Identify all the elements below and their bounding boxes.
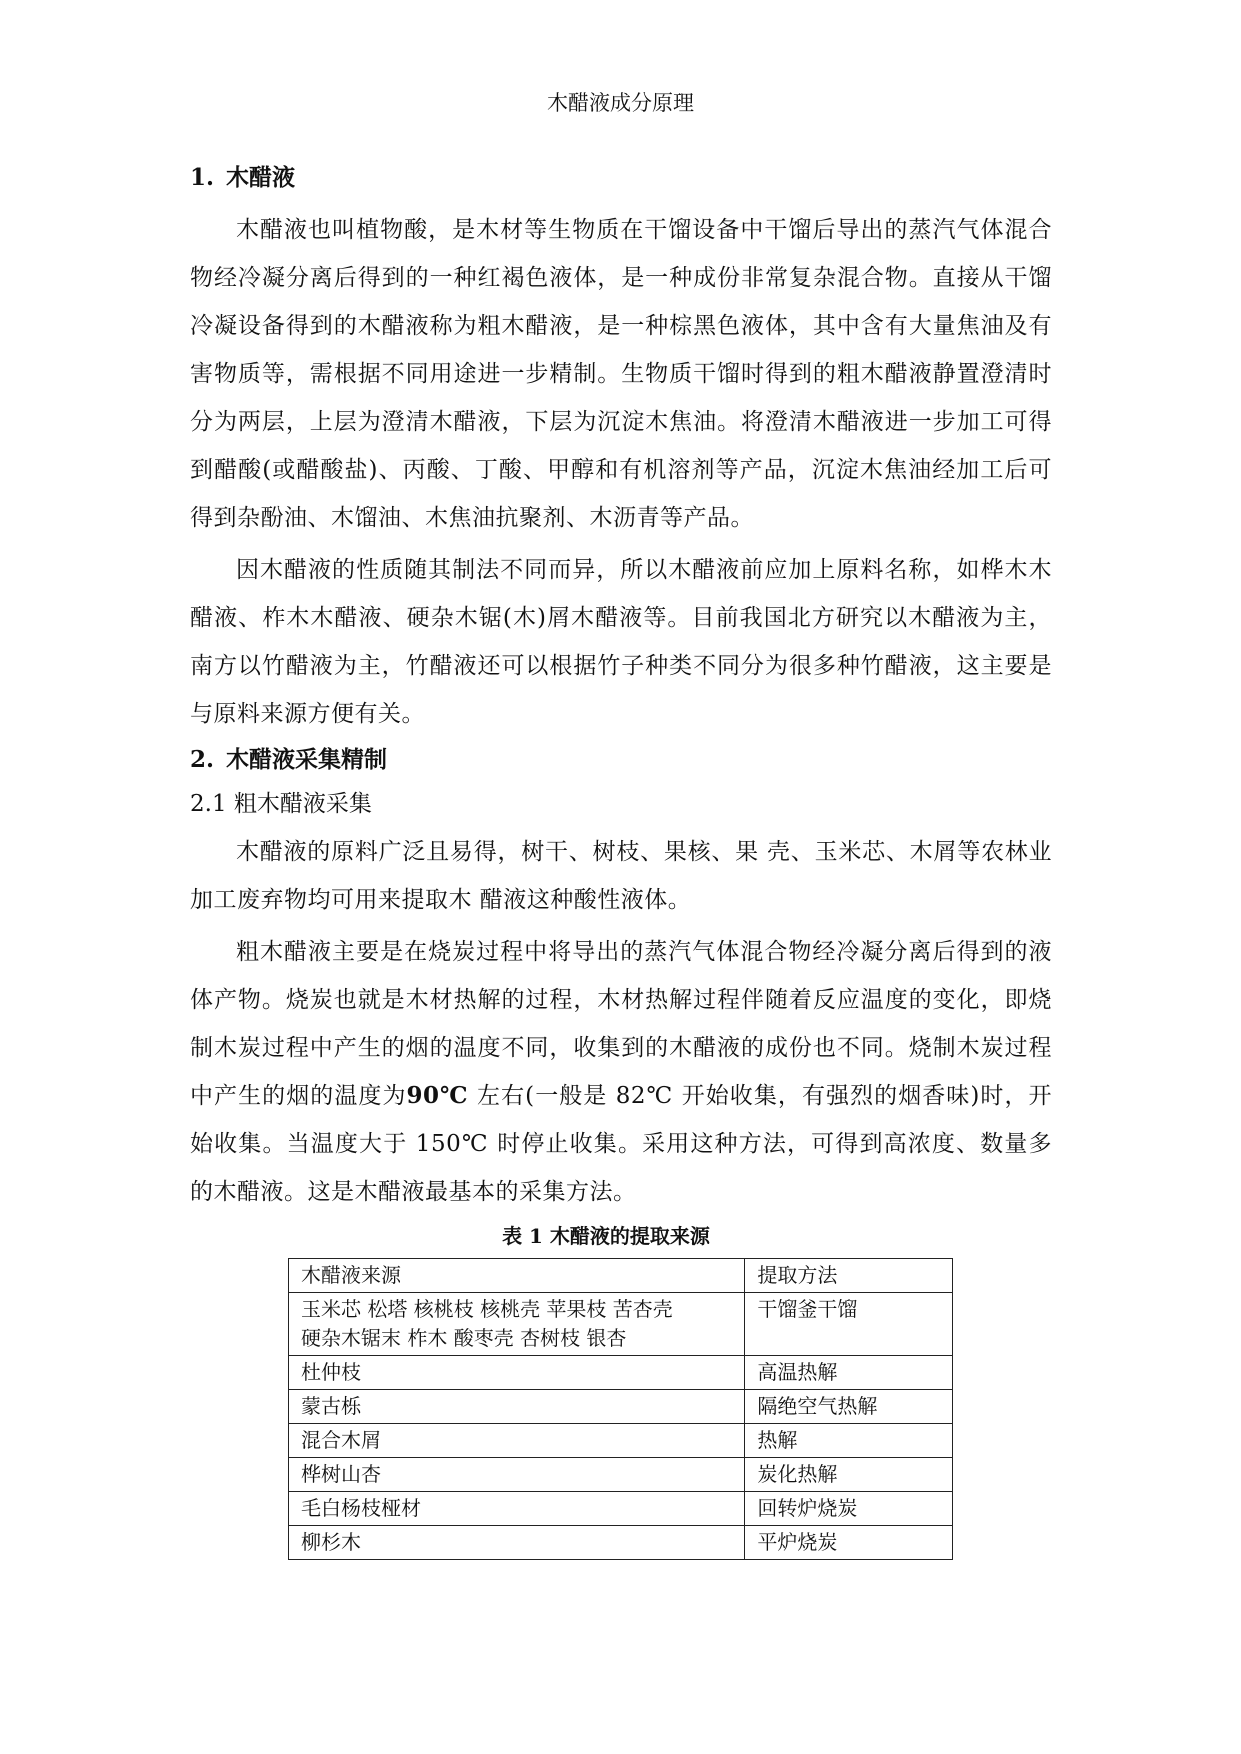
- paragraph: [190, 928, 1052, 1216]
- table-cell-source: 毛白杨枝桠材: [289, 1492, 745, 1526]
- table-cell-method: 炭化热解: [745, 1458, 953, 1492]
- table-cell-method: 热解: [745, 1424, 953, 1458]
- table-cell-source: 杜仲枝: [289, 1356, 745, 1390]
- paragraph: 木醋液也叫植物酸，是木材等生物质在干馏设备中干馏后导出的蒸汽气体混合物经冷凝分离后得到的一种红褐色液体，是一种成份非常复杂混合物。直接从干馏冷凝设备得到的木醋液称为粗木醋液，是一种棕黑色液体，其中含有大量焦油及有害物质等，需根据不同用途进一步精制。生物质干馏时得到的粗木醋液静置澄清时分为两层，上层为澄清木醋液，下层为沉淀木焦油。将澄清木醋液进一步加工可得到醋酸(或醋酸盐)、丙酸、丁酸、甲醇和有机溶剂等产品，沉淀木焦油经加工后可得到杂酚油、木馏油、木焦油抗聚剂、木沥青等产品。: [190, 217, 1052, 531]
- section-title: 木醋液: [226, 164, 295, 191]
- table-caption: 表 1 木醋液的提取来源: [502, 1224, 710, 1248]
- table-row: [289, 1356, 953, 1390]
- section-title: 木醋液采集精制: [226, 746, 387, 773]
- section-number: 1.: [190, 164, 215, 191]
- table-row: [289, 1424, 953, 1458]
- table-row: [289, 1492, 953, 1526]
- temperature-value: 90℃: [406, 1082, 469, 1109]
- document-title: 木醋液成分原理: [547, 91, 694, 115]
- subsection-heading: 2.1 粗木醋液采集: [190, 791, 372, 817]
- table-row: [289, 1526, 953, 1560]
- table-cell-source: 蒙古栎: [289, 1390, 745, 1424]
- table-cell-source: 混合木屑: [289, 1424, 745, 1458]
- table-cell-source: 柳杉木: [289, 1526, 745, 1560]
- section-2-heading: [190, 738, 1052, 782]
- table-cell-method: 干馏釜干馏: [745, 1293, 953, 1356]
- table-cell-method: 平炉烧炭: [745, 1526, 953, 1560]
- table-cell-source: 桦树山杏: [289, 1458, 745, 1492]
- table-row: [289, 1390, 953, 1424]
- paragraph-text: 左右(一般是 82℃ 开始收集，有强烈的烟香味)时，开始收集。当温度大于 150℃ 时停止收集。采用这种方法，可得到高浓度、数量多的木醋液。这是木醋液最基本的采集方法。: [190, 1083, 1053, 1205]
- paragraph: 因木醋液的性质随其制法不同而异，所以木醋液前应加上原料名称，如桦木木醋液、柞木木醋液、硬杂木锯(木)屑木醋液等。目前我国北方研究以木醋液为主，南方以竹醋液为主，竹醋液还可以根据竹子种类不同分为很多种竹醋液，这主要是与原料来源方便有关。: [190, 557, 1052, 727]
- table-cell-method: 回转炉烧炭: [745, 1492, 953, 1526]
- table-cell-method: 隔绝空气热解: [745, 1390, 953, 1424]
- table-header-cell: 提取方法: [745, 1259, 953, 1293]
- table-row: [289, 1293, 953, 1356]
- table-cell-source: [289, 1293, 745, 1356]
- paragraph: 木醋液的原料广泛且易得，树干、树枝、果核、果 壳、玉米芯、木屑等农林业加工废弃物均可用来提取木 醋液这种酸性液体。: [190, 839, 1052, 913]
- section-1-heading: [190, 156, 1052, 200]
- extraction-source-table: [288, 1258, 953, 1560]
- table-header-cell: 木醋液来源: [289, 1259, 745, 1293]
- table-cell-method: 高温热解: [745, 1356, 953, 1390]
- table-row: [289, 1458, 953, 1492]
- paragraph-text: 粗木醋液主要是在烧炭过程中将导出的蒸汽气体混合物经冷凝分离后得到的液体产物。烧炭也就是木材热解的过程，木材热解过程伴随着反应温度的变化，即烧制木炭过程中产生的烟的温度不同，收集到的木醋液的成份也不同。烧制木炭过程中产生的烟的温度为: [190, 939, 1052, 1109]
- section-number: 2.: [190, 746, 215, 773]
- table-header-row: [289, 1259, 953, 1293]
- cell-line: 玉米芯 松塔 核桃枝 核桃壳 苹果枝 苦杏壳: [301, 1297, 673, 1321]
- document-body: [190, 156, 1052, 1560]
- cell-line: 硬杂木锯末 柞木 酸枣壳 杏树枝 银杏: [301, 1326, 627, 1350]
